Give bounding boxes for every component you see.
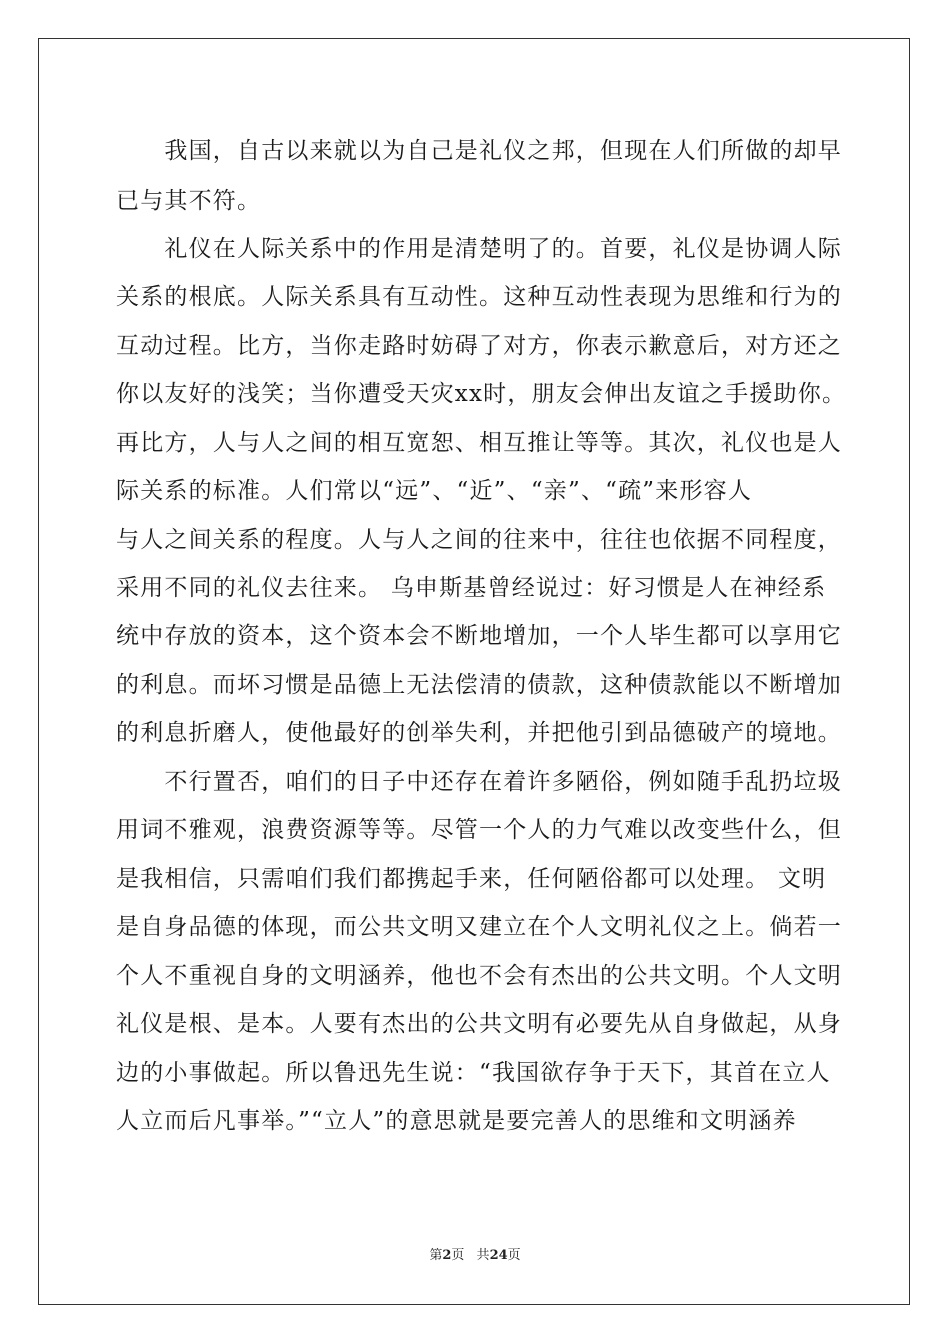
- text-line: 个人不重视自身的文明涵养，他也不会有杰出的公共文明。个人文明: [116, 963, 842, 989]
- total-suffix: 页: [507, 1248, 521, 1263]
- total-prefix: 共: [476, 1248, 490, 1263]
- text-line: 际关系的标准。人们常以“远”、“近”、“亲”、“疏”来形容人: [116, 478, 753, 504]
- text-line: 是自身品德的体现，而公共文明又建立在个人文明礼仪之上。倘若一: [116, 914, 842, 940]
- page-indicator: [429, 1248, 464, 1263]
- page-suffix: 页: [451, 1248, 465, 1263]
- text-line: 统中存放的资本，这个资本会不断地增加，一个人毕生都可以享用它: [116, 623, 842, 649]
- text-line: 我国，自古以来就以为自己是礼仪之邦，但现在人们所做的却早: [116, 138, 842, 164]
- text-line: 再比方，人与人之间的相互宽恕、相互推让等等。其次，礼仪也是人: [116, 430, 842, 456]
- text-line: 是我相信，只需咱们我们都携起手来，任何陋俗都可以处理。 文明: [116, 866, 827, 892]
- page-prefix: 第: [429, 1248, 443, 1263]
- text-line: 的利息。而坏习惯是品德上无法偿清的债款，这种债款能以不断增加: [116, 672, 842, 698]
- text-line: 不行置否，咱们的日子中还存在着许多陋俗，例如随手乱扔垃圾: [116, 769, 842, 795]
- text-line: 的利息折磨人，使他最好的创举失利，并把他引到品德破产的境地。: [116, 720, 842, 746]
- page-footer: [0, 1246, 950, 1266]
- text-line: 已与其不符。: [116, 188, 262, 214]
- page-number: 2: [442, 1248, 452, 1263]
- text-line: 互动过程。比方，当你走路时妨碍了对方，你表示歉意后，对方还之: [116, 333, 842, 359]
- text-line: 人立而后凡事举。”“立人”的意思就是要完善人的思维和文明涵养: [116, 1108, 797, 1134]
- text-line: 礼仪是根、是本。人要有杰出的公共文明有必要先从自身做起，从身: [116, 1011, 842, 1037]
- text-line: 采用不同的礼仪去往来。 乌申斯基曾经说过：好习惯是人在神经系: [116, 575, 827, 601]
- text-line: 关系的根底。人际关系具有互动性。这种互动性表现为思维和行为的: [116, 284, 842, 310]
- text-line: 礼仪在人际关系中的作用是清楚明了的。首要，礼仪是协调人际: [116, 236, 842, 262]
- text-line: 与人之间关系的程度。人与人之间的往来中，往往也依据不同程度，: [116, 527, 842, 553]
- text-line: 用词不雅观，浪费资源等等。尽管一个人的力气难以改变些什么，但: [116, 817, 842, 843]
- text-line: 边的小事做起。所以鲁迅先生说：“我国欲存争于天下，其首在立人: [116, 1060, 831, 1086]
- text-line: 你以友好的浅笑；当你遭受天灾xx时，朋友会伸出友谊之手援助你。: [116, 381, 847, 407]
- total-pages: 24: [489, 1248, 508, 1263]
- total-indicator: [477, 1248, 521, 1263]
